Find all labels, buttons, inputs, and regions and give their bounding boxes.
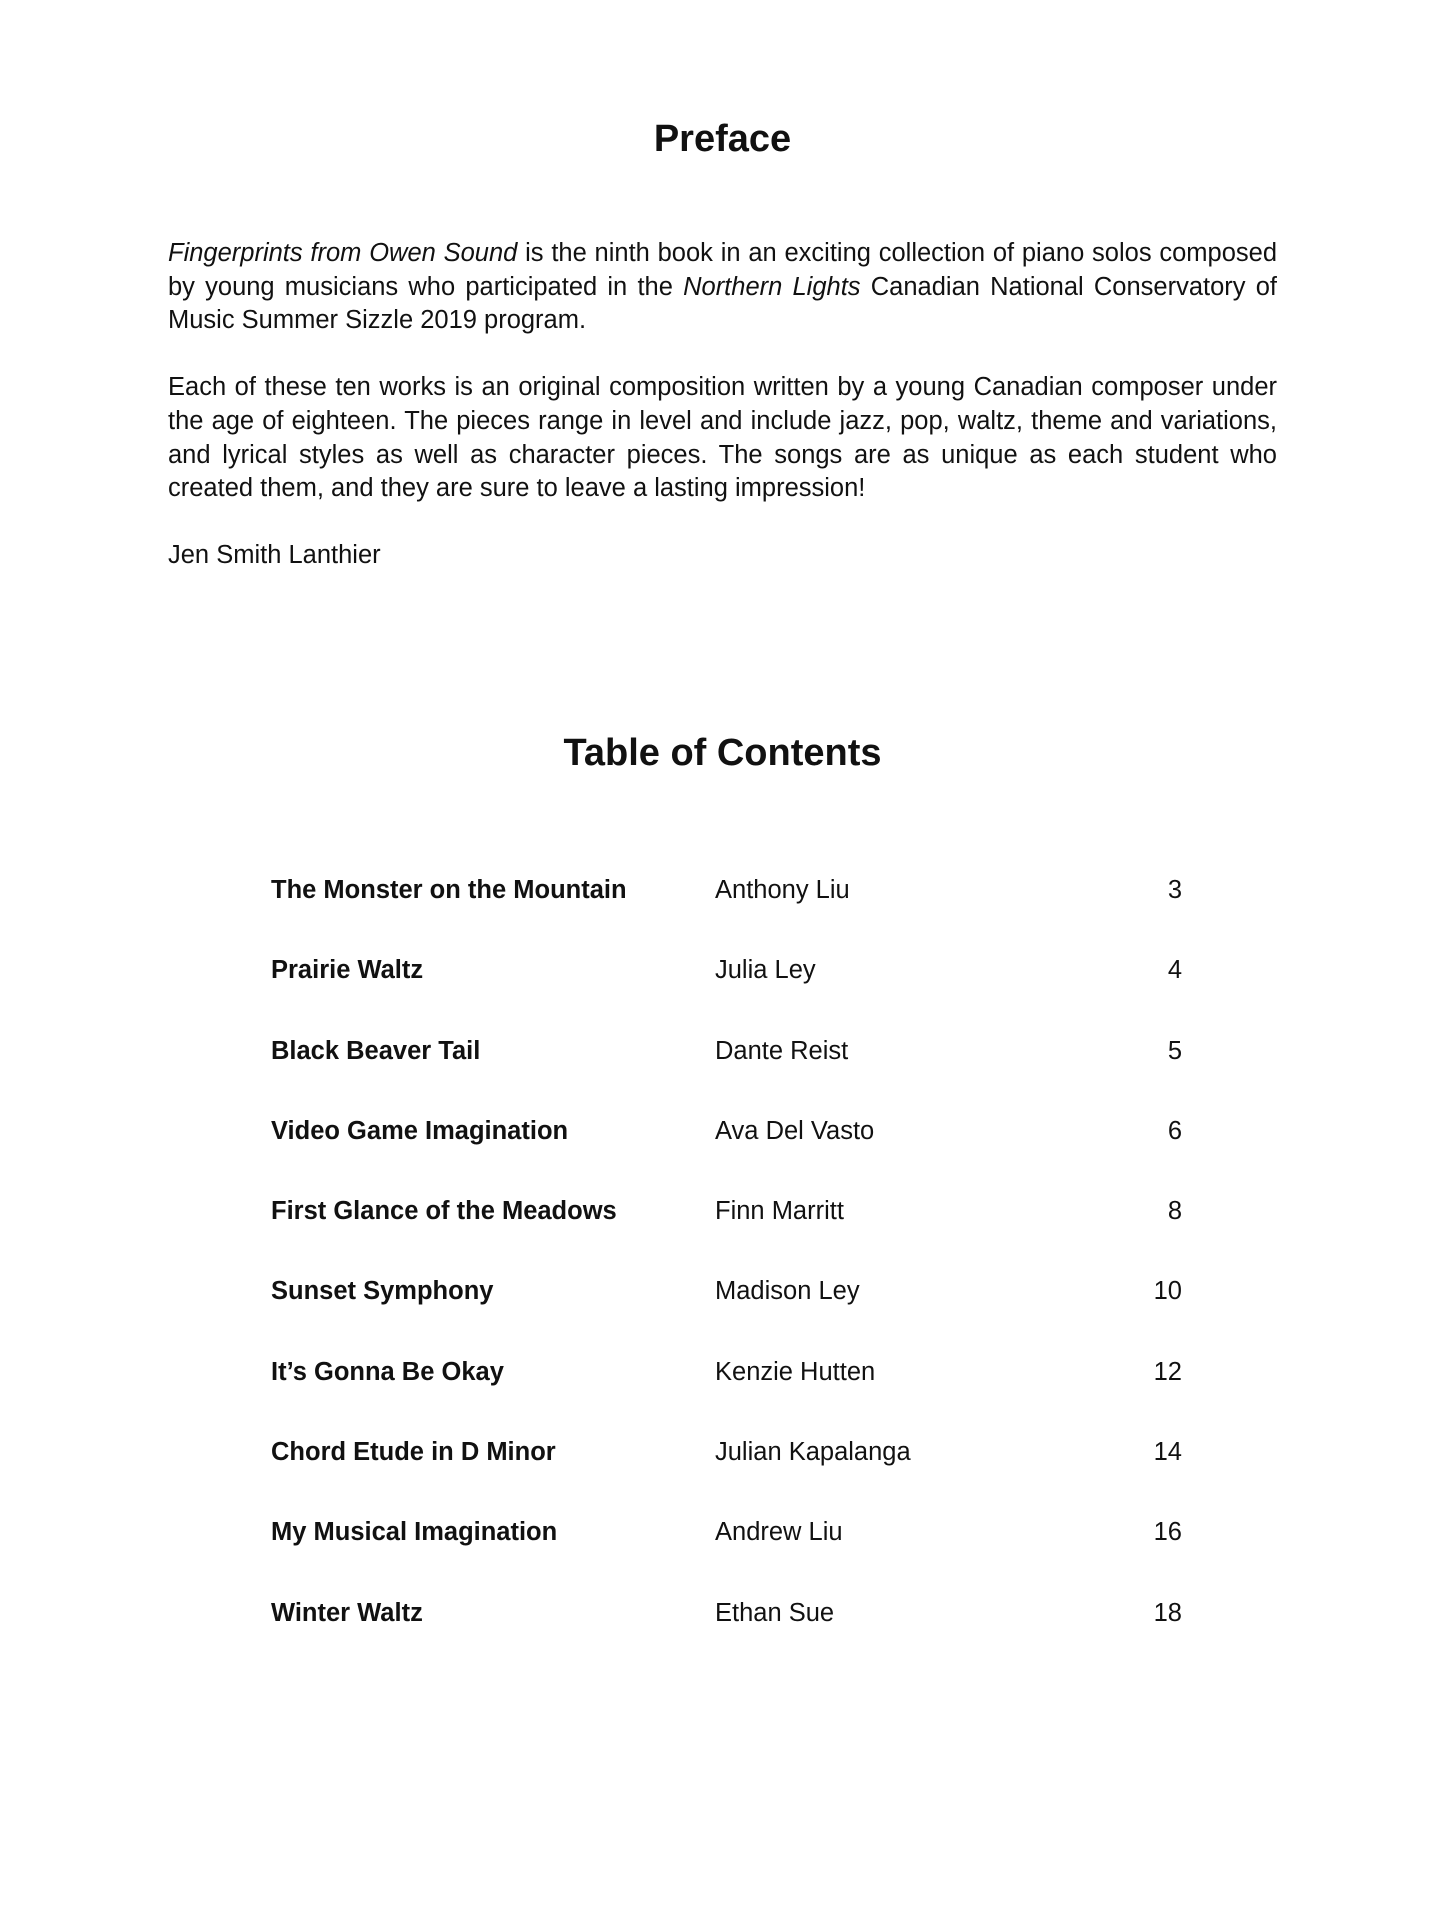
toc-entry-page: 5 [1167, 1036, 1182, 1065]
toc-entry [271, 1277, 1191, 1357]
toc-entry-composer: Ava Del Vasto [715, 1116, 875, 1145]
preface-body [168, 237, 1277, 607]
toc-entry [271, 876, 1191, 956]
toc-entry-page: 6 [1167, 1116, 1182, 1145]
toc-entry-composer: Kenzie Hutten [715, 1357, 876, 1386]
toc-entry-page: 8 [1167, 1197, 1182, 1226]
toc-entry-title: The Monster on the Mountain [271, 876, 627, 904]
toc-entry-composer: Dante Reist [715, 1036, 849, 1065]
toc-entry-page: 4 [1167, 956, 1182, 985]
toc-entry-composer: Ethan Sue [715, 1598, 835, 1627]
toc-entry-page: 12 [1153, 1357, 1182, 1386]
toc-entry-page: 10 [1153, 1277, 1182, 1306]
toc-entry [271, 1358, 1191, 1438]
toc-list [271, 876, 1191, 1679]
toc-entry-title: Chord Etude in D Minor [271, 1438, 556, 1467]
toc-entry-composer: Finn Marritt [715, 1197, 844, 1226]
toc-entry-page: 18 [1153, 1598, 1182, 1627]
toc-entry-title: Black Beaver Tail [271, 1036, 481, 1065]
preface-signature: Jen Smith Lanthier [168, 541, 381, 570]
program-name: Northern Lights [683, 272, 861, 301]
toc-entry [271, 1037, 1191, 1117]
toc-entry [271, 1599, 1191, 1679]
toc-entry-title: My Musical Imagination [271, 1518, 558, 1547]
preface-text-a: is the ninth book in an exciting collection of piano solos composed by young musicians who participated in the [168, 239, 1277, 301]
toc-entry-composer: Madison Ley [715, 1277, 860, 1306]
toc-entry-composer: Andrew Liu [715, 1518, 843, 1547]
toc-entry-page: 14 [1153, 1438, 1182, 1467]
toc-entry [271, 956, 1191, 1036]
toc-entry-composer: Julia Ley [715, 956, 816, 985]
preface-paragraph-1 [168, 237, 1277, 338]
toc-entry [271, 1438, 1191, 1518]
toc-entry-title: Video Game Imagination [271, 1116, 569, 1145]
book-title: Fingerprints from Owen Sound [168, 239, 518, 267]
toc-heading: Table of Contents [563, 732, 882, 774]
toc-entry-title: Sunset Symphony [271, 1277, 494, 1306]
toc-entry-page: 16 [1153, 1518, 1182, 1547]
toc-entry [271, 1197, 1191, 1277]
toc-entry-title: It’s Gonna Be Okay [271, 1357, 504, 1386]
toc-entry-composer: Julian Kapalanga [715, 1438, 911, 1467]
toc-entry-page: 3 [1167, 876, 1182, 904]
preface-paragraph-2: Each of these ten works is an original composition written by a young Canadian composer under the age of eighteen. The pieces range in level and include jazz, pop, waltz, theme and variations, and lyrical styles as well as character pieces. The songs are as unique as each student who created them, and they are sure to leave a lasting impression! [168, 373, 1277, 503]
toc-entry [271, 1518, 1191, 1598]
toc-entry [271, 1117, 1191, 1197]
toc-entry-title: Winter Waltz [271, 1598, 423, 1627]
toc-entry-title: First Glance of the Meadows [271, 1197, 617, 1226]
preface-heading: Preface [653, 118, 792, 160]
toc-entry-composer: Anthony Liu [715, 876, 850, 904]
toc-entry-title: Prairie Waltz [271, 956, 424, 985]
preface-text-b: Canadian National Conservatory of Music Summer Sizzle 2019 program. [168, 272, 1278, 335]
